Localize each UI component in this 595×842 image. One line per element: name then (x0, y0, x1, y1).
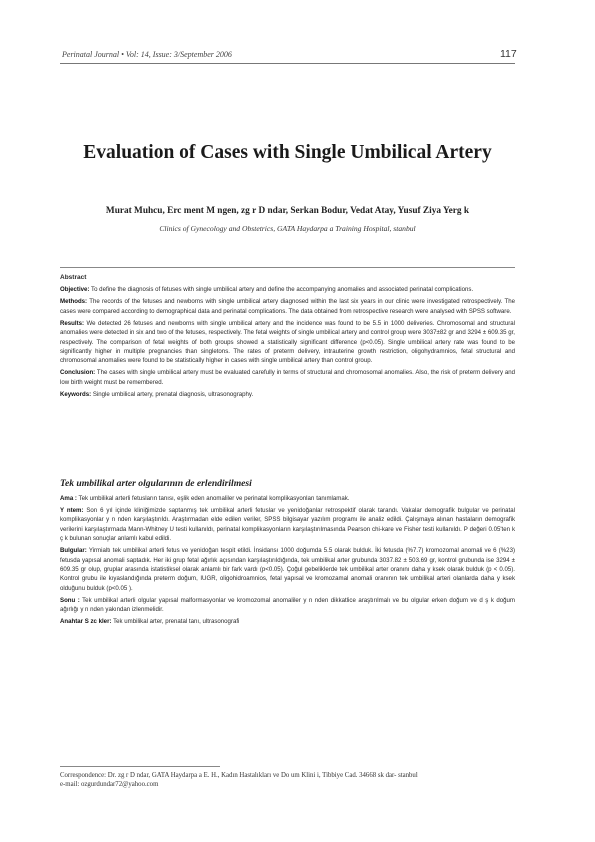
turkish-anahtar (60, 617, 515, 626)
running-header: Perinatal Journal • Vol: 14, Issue: 3/September 2006 (62, 50, 232, 59)
abstract-keywords (60, 390, 515, 399)
turkish-bulgular (60, 546, 515, 593)
amac-label: Ama : (60, 495, 77, 502)
turkish-abstract (60, 494, 515, 629)
abstract-results (60, 319, 515, 366)
conclusion-label: Conclusion: (60, 369, 96, 377)
bulgular-text: Yirmialtı tek umbilikal arterli fetus ve yenidoğan tespit etildi. İnsidansı 1000 doğumda 5.5 olarak bulduk. İki fetusda (%7.7) kromozomal anomali ve 6 (%23) fetusda yapısal anomali saptadık. Her iki grup fetal ağırlık açısından karşılaştırıldığında, tek umbilikal arter grubunda 3037.82 ± 503.69 gr, kontrol grubunda ise 3294 ± 609.35 gr olup, gruplar arasında istatistiksel olarak anlamlı bir fark vardı (p<0.05). Çoğul gebeliklerde tek umbilikal arter oranını daha y ksek olarak bulduk (p < 0.05). Kontrol grubu ile kıyaslandığında preterm doğum, IUGR, oligohidroamnios, fetal yapısal ve kromozamal anomali oranının tek umbilikal arteri olanlarda daha y ksek olduğunu bulduk (p<0.05 ). (60, 547, 515, 592)
turkish-sonuc (60, 596, 515, 615)
article-title: Evaluation of Cases with Single Umbilical Artery (83, 142, 492, 163)
yontem-label: Y ntem: (60, 507, 84, 514)
abstract-conclusion (60, 368, 515, 387)
abstract-divider (60, 267, 515, 268)
sonuc-label: Sonu : (60, 596, 80, 604)
english-abstract (60, 273, 515, 402)
affiliation: Clinics of Gynecology and Obstetrics, GATA Haydarpa a Training Hospital, stanbul (159, 224, 416, 233)
amac-text: Tek umbilikal arterli fetusların tanısı, eşlik eden anomaliler ve perinatal komplikasyonları tanımlamak. (76, 495, 350, 502)
results-label: Results: (60, 319, 85, 327)
footer-divider (60, 766, 220, 767)
results-text: We detected 26 fetuses and newborns with single umbilical artery and the incidence was found to be 5.5 in 1000 deliveries. Chromosomal and structural anomalies were detected in six and two of the fetuses, respectively. The fetal weights of single umbilical artery and control group were 3037±82 gr and 3294 ± 609.35 gr, respectively. The comparison of fetal weights of both groups showed a statistically significant difference (p<0.05). Single umbilical artery rate was found to be significantly higher in multiple pregnancies than singletons. The rates of preterm delivery, intrauterine growth restriction, oligohydramnios, fetal structural and chromosomal anomalies were found to be statistically higher in cases with single umbilical artery than control group. (60, 319, 515, 365)
objective-text: To define the diagnosis of fetuses with single umbilical artery and define the accompanying anomalies and associated perinatal complications. (89, 286, 474, 294)
anahtar-text: Tek umbilikal arter, prenatal tanı, ultrasonografi (111, 618, 240, 626)
keywords-label: Keywords: (60, 390, 92, 398)
methods-text: The records of the fetuses and newborns with single umbilical artery diagnosed within the last six years in our clinic were investigated retrospectively. The cases were compared according to demographical data and perinatal complications. The data obtained from retrospective research were analysed with SPSS software. (60, 298, 515, 315)
keywords-text: Single umbilical artery, prenatal diagnosis, ultrasonography. (91, 390, 254, 398)
correspondence-email: e-mail: ozgurdundar72@yahoo.com (60, 780, 159, 788)
methods-label: Methods: (60, 298, 88, 306)
sonuc-text: Tek umbilikal arterli olgular yapısal malformasyonlar ve kromozomal anomaliler y n nden dikkatlice araştırılmalı ve bu olgular erken doğum ve d ş k doğum ağırlığı y n nden yakından izlenmelidir. (60, 596, 515, 614)
abstract-heading: Abstract (60, 274, 87, 281)
header-divider (60, 63, 515, 64)
turkish-amac (60, 494, 515, 503)
turkish-yontem (60, 506, 515, 544)
page-number: 117 (500, 48, 517, 60)
bulgular-label: Bulgular: (60, 547, 87, 555)
correspondence-address: Correspondence: Dr. zg r D ndar, GATA Haydarpa a E. H., Kadın Hastalıkları ve Do um Klini i, Tibbiye Cad. 34668 sk dar- stanbul (60, 772, 418, 779)
author-list: Murat Muhcu, Erc ment M ngen, zg r D ndar, Serkan Bodur, Vedat Atay, Yusuf Ziya Yerg k (105, 206, 470, 216)
correspondence-footer (60, 772, 520, 789)
objective-label: Objective: (60, 286, 90, 294)
turkish-abstract-title: Tek umbilikal arter olgularının de erlendirilmesi (60, 478, 252, 489)
abstract-objective (60, 285, 515, 294)
abstract-methods (60, 297, 515, 316)
anahtar-label: Anahtar S zc kler: (60, 618, 112, 626)
conclusion-text: The cases with single umbilical artery must be evaluated carefully in terms of structural and chromosomal anomalies. Also, the risk of preterm delivery and low birth weight must be remembered. (60, 369, 515, 386)
yontem-text: Son 6 yıl içinde kliniğimizde saptanmış tek umbilikal arterli fetuslar ve yenidoğanlar retrospektif olarak tarandı. Vakalar demografik bulgular ve perinatal komplikasyonlar y n nden karşılaştırıldı. Araştırmadan elde edilen veriler, SPSS bilgisayar yazılım programı ile analiz edildi. Çalışmaya alınan hastaların demografik verilerini karşılaştırmada Mann-Whitney U testi kullanıldı, perinatal komplikasyonların karşılaştırılmasında Pearson chi-kare ve Fisher testi kullanıldı. P değeri 0.05'ten k ç k bulunan sonuçlar anlamlı kabul edildi. (60, 507, 515, 543)
